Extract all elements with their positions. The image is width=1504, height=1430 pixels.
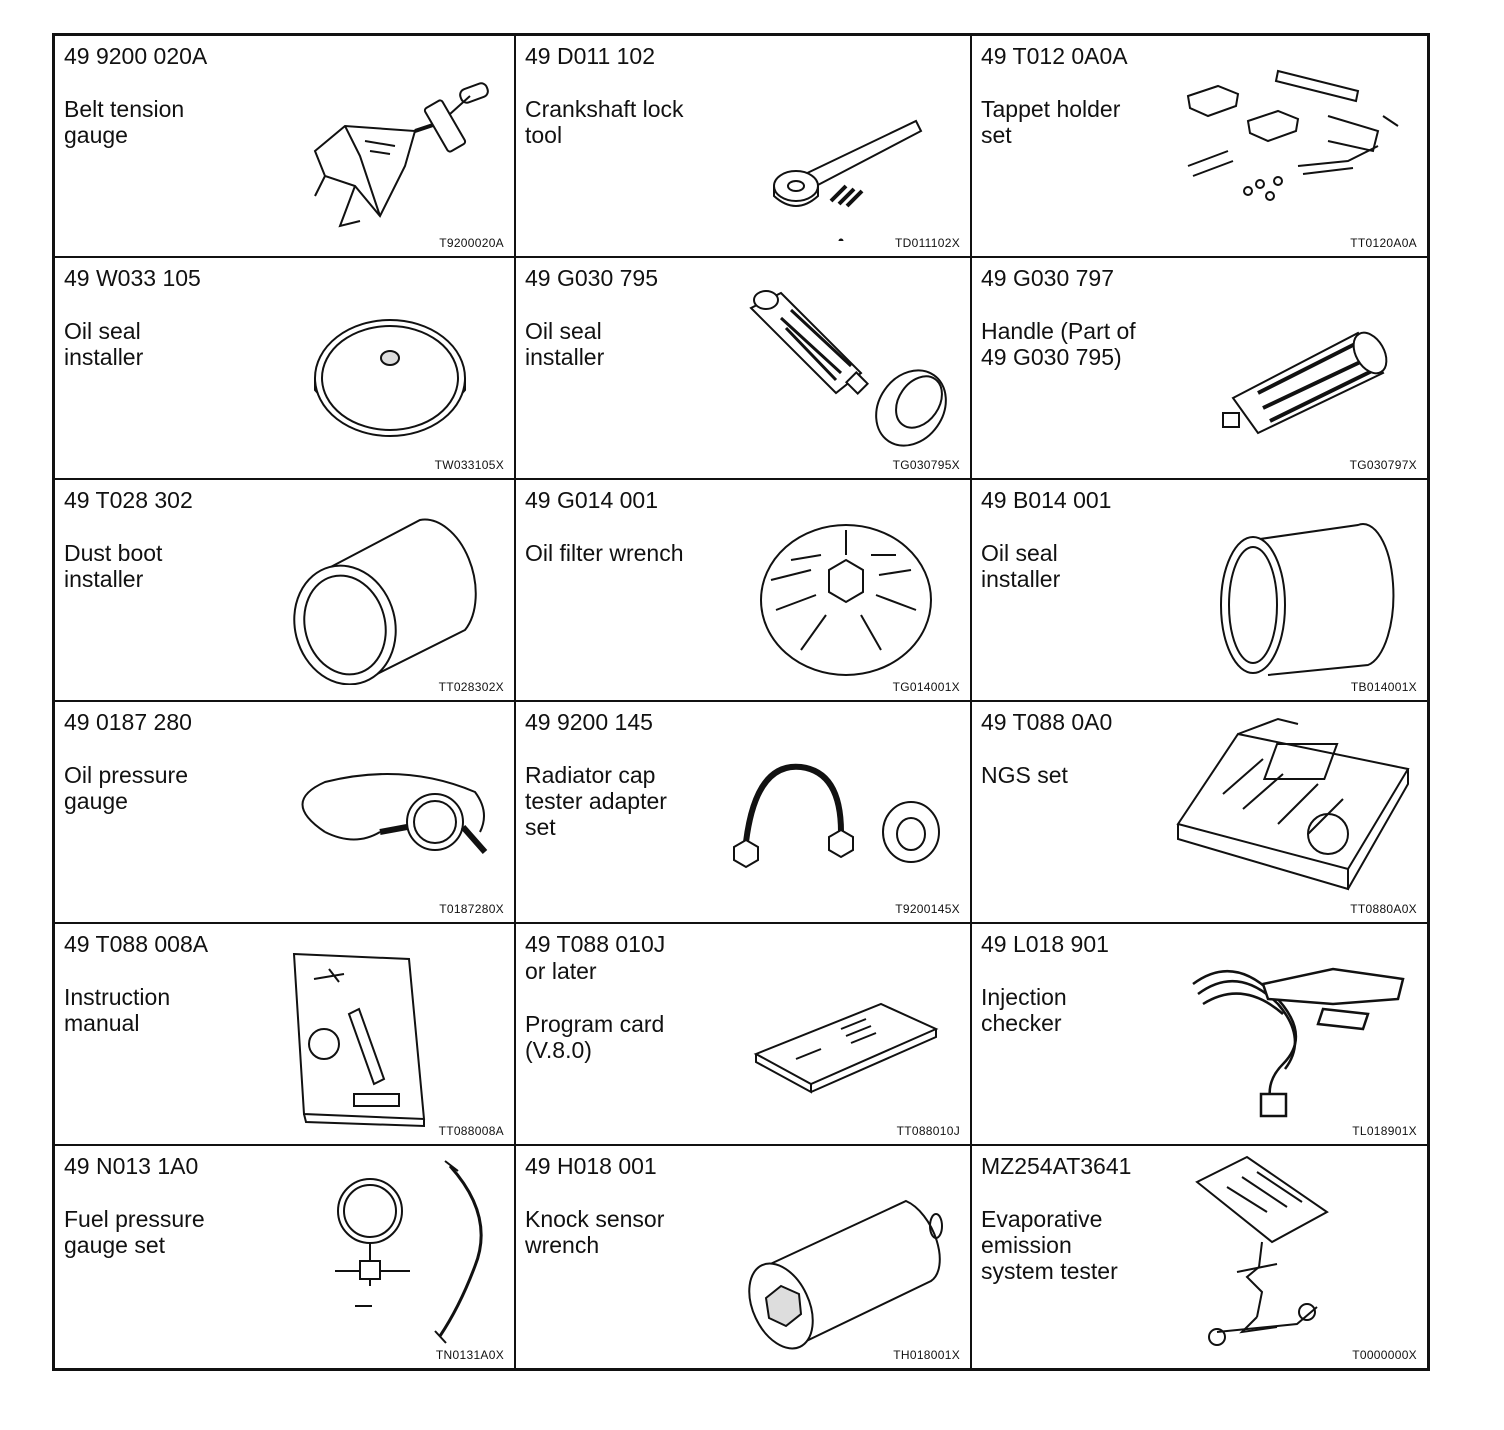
tool-description: Oil seal installer bbox=[525, 318, 605, 370]
instruction-manual-icon bbox=[284, 944, 454, 1129]
part-number: 49 W033 105 bbox=[64, 265, 201, 291]
belt-tension-gauge-icon bbox=[285, 56, 500, 241]
part-number: 49 L018 901 bbox=[981, 931, 1109, 957]
figure-code: TN0131A0X bbox=[435, 1348, 504, 1362]
part-number: 49 G030 795 bbox=[525, 265, 659, 291]
evaporative-tester-icon bbox=[1187, 1152, 1367, 1352]
dust-boot-installer-icon bbox=[285, 500, 500, 685]
tool-cell bbox=[55, 1146, 516, 1368]
program-card-icon bbox=[741, 944, 956, 1129]
figure-code: T0000000X bbox=[1352, 1348, 1417, 1362]
radiator-cap-adapter-icon bbox=[716, 722, 956, 907]
figure-code: TG030797X bbox=[1349, 458, 1417, 472]
tool-cell bbox=[55, 258, 516, 480]
tool-description: Knock sensor wrench bbox=[525, 1206, 665, 1258]
part-number: 49 T088 0A0 bbox=[981, 709, 1113, 735]
part-number: 49 B014 001 bbox=[981, 487, 1112, 513]
tappet-holder-set-icon bbox=[1178, 56, 1413, 241]
part-number: 49 H018 001 bbox=[525, 1153, 657, 1179]
part-number: 49 9200 145 bbox=[525, 709, 653, 735]
handle-icon bbox=[1198, 278, 1413, 463]
tool-cell bbox=[972, 702, 1427, 924]
figure-code: T9200020A bbox=[439, 236, 504, 250]
figure-code: TT088010J bbox=[896, 1124, 960, 1138]
oil-seal-installer-disc-icon bbox=[285, 278, 500, 463]
part-number: 49 N013 1A0 bbox=[64, 1153, 199, 1179]
tool-cell bbox=[55, 480, 516, 702]
tool-description: Instruction manual bbox=[64, 984, 171, 1036]
figure-code: TL018901X bbox=[1352, 1124, 1417, 1138]
figure-code: TB014001X bbox=[1350, 680, 1417, 694]
figure-code: TH018001X bbox=[893, 1348, 960, 1362]
oil-pressure-gauge-icon bbox=[285, 722, 500, 907]
part-number: 49 T012 0A0A bbox=[981, 43, 1128, 69]
tool-cell bbox=[516, 480, 972, 702]
tool-description: Oil seal installer bbox=[981, 540, 1061, 592]
tool-description: Injection checker bbox=[981, 984, 1067, 1036]
figure-code: TT088008A bbox=[438, 1124, 504, 1138]
tool-description: Dust boot installer bbox=[64, 540, 163, 592]
tool-cell bbox=[516, 924, 972, 1146]
tool-description: Oil pressure gauge bbox=[64, 762, 188, 814]
figure-code: TT028302X bbox=[438, 680, 504, 694]
part-number: 49 G014 001 bbox=[525, 487, 659, 513]
figure-code: T0187280X bbox=[439, 902, 504, 916]
oil-seal-installer-handle-icon bbox=[741, 278, 956, 463]
tool-cell bbox=[55, 924, 516, 1146]
special-tools-table bbox=[52, 33, 1430, 1371]
tool-description: Program card (V.8.0) bbox=[525, 1011, 665, 1063]
part-number: 49 0187 280 bbox=[64, 709, 192, 735]
figure-code: TD011102X bbox=[895, 236, 960, 250]
figure-code: TW033105X bbox=[434, 458, 504, 472]
part-number: 49 9200 020A bbox=[64, 43, 208, 69]
tool-cell bbox=[55, 36, 516, 258]
tool-cell bbox=[516, 702, 972, 924]
part-number: 49 T088 008A bbox=[64, 931, 209, 957]
part-number: 49 T028 302 bbox=[64, 487, 193, 513]
fuel-pressure-gauge-icon bbox=[300, 1156, 500, 1351]
figure-code: T9200145X bbox=[895, 902, 960, 916]
figure-code: TT0880A0X bbox=[1350, 902, 1417, 916]
tool-cell bbox=[972, 480, 1427, 702]
tool-description: Fuel pressure gauge set bbox=[64, 1206, 205, 1258]
figure-code: TT0120A0A bbox=[1350, 236, 1417, 250]
part-number: MZ254AT3641 bbox=[981, 1153, 1132, 1179]
tool-description: Crankshaft lock tool bbox=[525, 96, 684, 148]
tool-cell bbox=[516, 258, 972, 480]
tool-description: Oil filter wrench bbox=[525, 540, 684, 566]
tool-cell bbox=[972, 258, 1427, 480]
part-number: 49 T088 010J or later bbox=[525, 931, 666, 984]
tool-description: Radiator cap tester adapter set bbox=[525, 762, 667, 840]
tool-cell bbox=[516, 36, 972, 258]
figure-code: TG014001X bbox=[892, 680, 960, 694]
ngs-set-case-icon bbox=[1168, 714, 1413, 904]
injection-checker-icon bbox=[1173, 944, 1413, 1129]
tool-description: NGS set bbox=[981, 762, 1068, 788]
part-number: 49 G030 797 bbox=[981, 265, 1115, 291]
tool-description: Belt tension gauge bbox=[64, 96, 185, 148]
tool-description: Oil seal installer bbox=[64, 318, 144, 370]
crankshaft-lock-tool-icon bbox=[741, 56, 956, 241]
figure-code: TG030795X bbox=[892, 458, 960, 472]
tool-cell bbox=[972, 1146, 1427, 1368]
tool-description: Tappet holder set bbox=[981, 96, 1121, 148]
tool-description: Handle (Part of 49 G030 795) bbox=[981, 318, 1136, 370]
tool-cell bbox=[516, 1146, 972, 1368]
tool-cell bbox=[55, 702, 516, 924]
part-number: 49 D011 102 bbox=[525, 43, 656, 69]
tool-description: Evaporative emission system tester bbox=[981, 1206, 1118, 1284]
knock-sensor-wrench-icon bbox=[741, 1166, 956, 1351]
tool-cell bbox=[972, 36, 1427, 258]
oil-filter-wrench-icon bbox=[741, 500, 956, 685]
oil-seal-installer-cup-icon bbox=[1198, 500, 1413, 685]
tool-cell bbox=[972, 924, 1427, 1146]
